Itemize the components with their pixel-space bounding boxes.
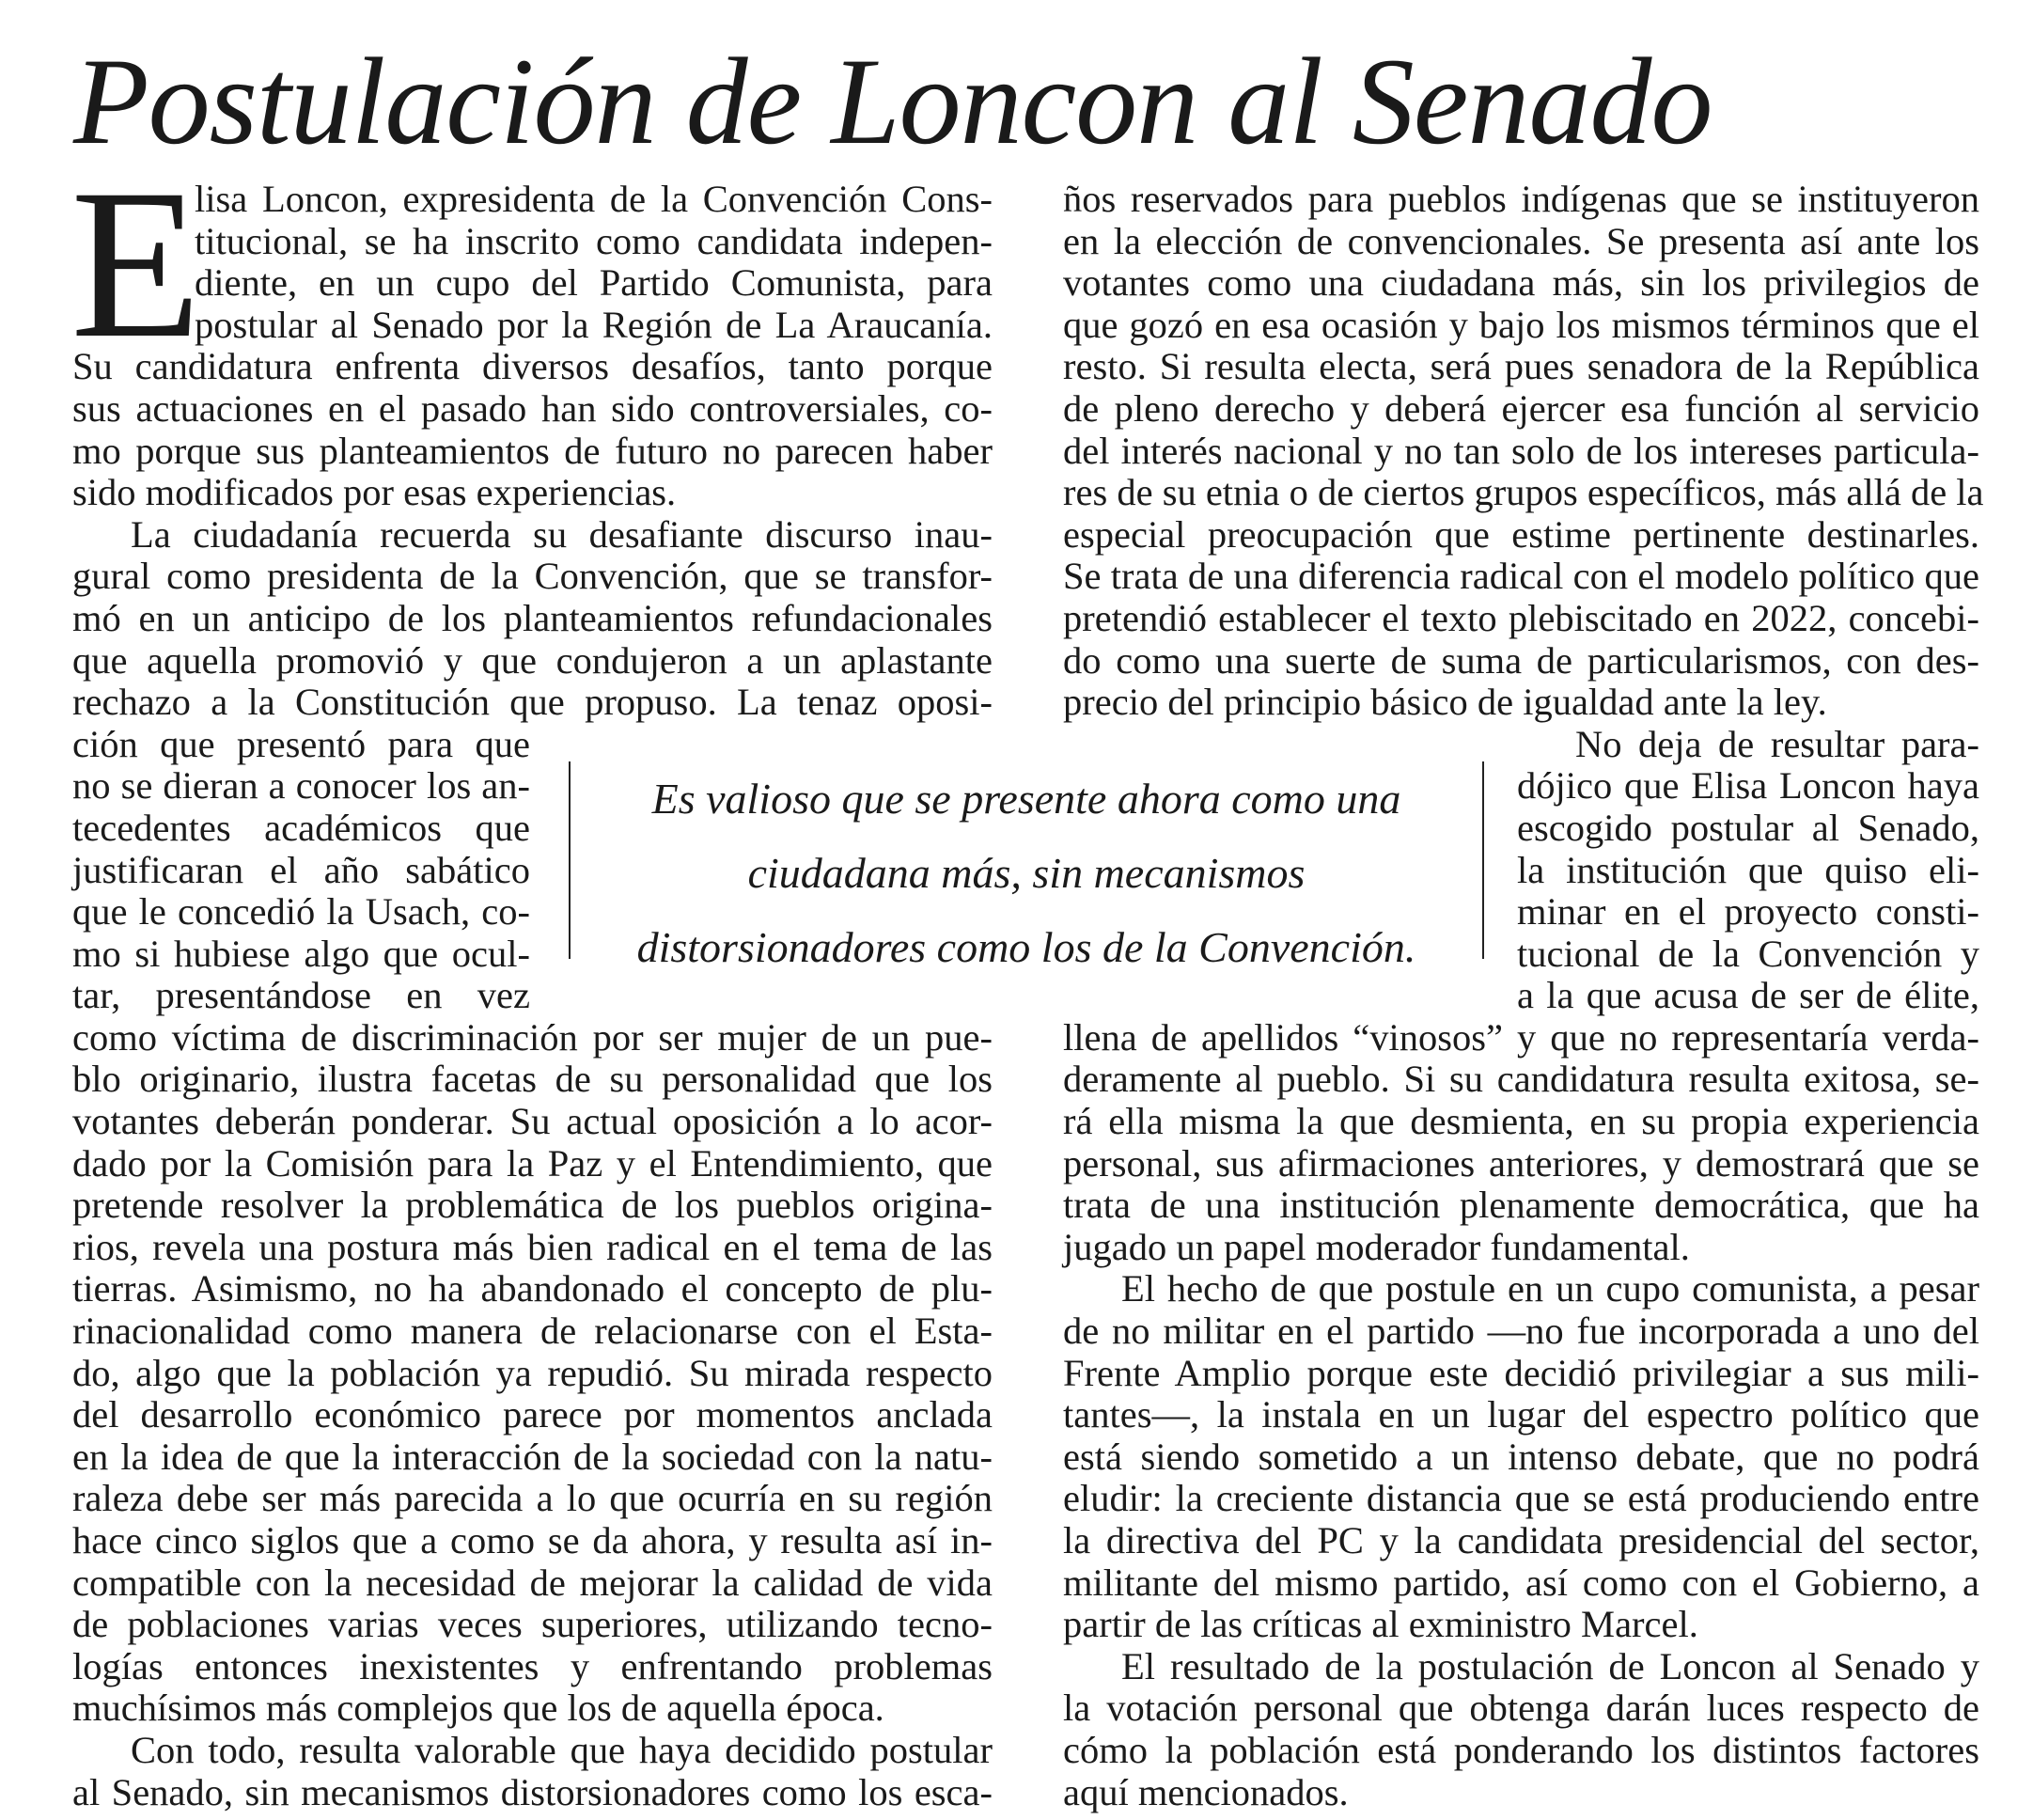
text-line: rechazo a la Constitución que propuso. La tenaz oposi- [72, 681, 993, 724]
text-line: personal, sus afirmaciones anteriores, y demostrará que se [1063, 1141, 1979, 1185]
text-line: sido modificados por esas experiencias. [72, 471, 677, 514]
drop-cap: E [70, 146, 202, 383]
text-line: Frente Amplio porque este decidió privilegiar a sus mili- [1063, 1351, 1979, 1394]
text-line: de no militar en el partido —no fue incorporada a uno del [1063, 1310, 1979, 1353]
text-line: No deja de resultar para- [1575, 722, 1979, 765]
text-line: del interés nacional y no tan solo de los intereses particula- [1063, 429, 1979, 472]
article-title: Postulación de Loncon al Senado [73, 32, 1712, 170]
text-line: dójico que Elisa Loncon haya [1517, 764, 1979, 808]
text-line: gural como presidenta de la Convención, que se transfor- [72, 555, 993, 598]
text-line: minar en el proyecto consti- [1517, 890, 1979, 934]
text-line: en la elección de convencionales. Se presenta así ante los [1063, 219, 1979, 262]
text-line: jugado un papel moderador fundamental. [1063, 1225, 1690, 1268]
text-line: del desarrollo económico parece por momentos anclada [72, 1393, 993, 1436]
text-line: mó en un anticipo de los planteamientos refundacionales [72, 596, 993, 639]
text-line: especial preocupación que estime pertinente destinarles. [1063, 512, 1979, 556]
text-line: partir de las críticas al exministro Marcel. [1063, 1603, 1698, 1646]
text-line: la votación personal que obtenga darán luces respecto de [1063, 1687, 1979, 1730]
text-line: que aquella promovió y que condujeron a un aplastante [72, 638, 993, 682]
text-line: raleza debe ser más parecida a lo que ocurría en su región [72, 1477, 993, 1520]
text-line: de pleno derecho y deberá ejercer esa función al servicio [1063, 386, 1979, 430]
text-line: lisa Loncon, expresidenta de la Convención Cons- [195, 178, 993, 220]
text-line: logías entonces inexistentes y enfrentando problemas [72, 1644, 993, 1687]
text-line: ción que presentó para que [72, 722, 530, 765]
text-line: votantes deberán ponderar. Su actual oposición a lo acor- [72, 1100, 993, 1143]
text-line: tucional de la Convención y [1517, 932, 1979, 975]
text-line: tar, presentándose en vez [72, 974, 530, 1017]
pull-quote [569, 761, 1484, 971]
text-line: res de su etnia o de ciertos grupos específicos, más allá de la [1063, 471, 1984, 514]
text-line: aquí mencionados. [1063, 1770, 1349, 1813]
text-line: resto. Si resulta electa, será pues senadora de la República [1063, 345, 1979, 388]
text-line: compatible con la necesidad de mejorar la calidad de vida [72, 1561, 993, 1604]
text-line: sus actuaciones en el pasado han sido controversiales, co- [72, 386, 993, 430]
text-line: como víctima de discriminación por ser mujer de un pue- [72, 1015, 993, 1059]
text-line: postular al Senado por la Región de La Araucanía. [195, 303, 993, 346]
text-line: la institución que quiso eli- [1517, 848, 1979, 891]
pull-quote-line: distorsionadores como los de la Convención. [636, 923, 1416, 971]
text-line: no se dieran a conocer los an- [72, 764, 530, 808]
text-line: trata de una institución plenamente democrática, que ha [1063, 1184, 1979, 1227]
pull-quote-line: Es valioso que se presente ahora como una [651, 775, 1401, 823]
right-column [1063, 178, 1984, 1813]
text-line: al Senado, sin mecanismos distorsionadores como los esca- [72, 1770, 993, 1813]
text-line: de poblaciones varias veces superiores, utilizando tecno- [72, 1603, 993, 1646]
text-line: pretende resolver la problemática de los pueblos origina- [72, 1184, 993, 1227]
text-line: rinacionalidad como manera de relacionarse con el Esta- [72, 1310, 993, 1353]
text-line: a la que acusa de ser de élite, [1517, 974, 1979, 1017]
text-line: do como una suerte de suma de particularismos, con des- [1063, 638, 1979, 682]
text-line: justificaran el año sabático [72, 848, 530, 891]
text-line: eludir: la creciente distancia que se está produciendo entre [1063, 1477, 1979, 1520]
text-line: ños reservados para pueblos indígenas que se instituyeron [1063, 178, 1979, 220]
text-line: militante del mismo partido, así como con el Gobierno, a [1063, 1561, 1979, 1604]
text-line: tantes—, la instala en un lugar del espectro político que [1063, 1393, 1979, 1436]
text-line: rios, revela una postura más bien radical en el tema de las [72, 1225, 993, 1268]
text-line: El hecho de que postule en un cupo comunista, a pesar [1121, 1267, 1979, 1310]
text-line: Con todo, resulta valorable que haya decidido postular [131, 1728, 993, 1771]
text-line: La ciudadanía recuerda su desafiante discurso inau- [131, 512, 993, 556]
text-line: muchísimos más complejos que los de aquella época. [72, 1687, 884, 1730]
text-line: diente, en un cupo del Partido Comunista, para [195, 261, 993, 305]
text-line: que le concedió la Usach, co- [72, 890, 530, 934]
text-line: rá ella misma la que desmienta, en su propia experiencia [1063, 1100, 1979, 1143]
text-line: do, algo que la población ya repudió. Su mirada respecto [72, 1351, 993, 1394]
text-line: en la idea de que la interacción de la sociedad con la natu- [72, 1435, 993, 1478]
text-line: hace cinco siglos que a como se da ahora, y resulta así in- [72, 1519, 993, 1561]
text-line: escogido postular al Senado, [1517, 806, 1979, 849]
pull-quote-line: ciudadana más, sin mecanismos [747, 849, 1306, 897]
text-line: está siendo sometido a un intenso debate, que no podrá [1063, 1435, 1979, 1478]
text-line: pretendió establecer el texto plebiscitado en 2022, concebi- [1063, 596, 1979, 639]
text-line: deramente al pueblo. Si su candidatura resulta exitosa, se- [1063, 1058, 1979, 1101]
text-line: mo porque sus planteamientos de futuro no parecen haber [72, 429, 993, 472]
text-line: tecedentes académicos que [72, 806, 530, 849]
text-line: que gozó en esa ocasión y bajo los mismos términos que el [1063, 303, 1979, 346]
left-column [70, 146, 993, 1813]
text-line: cómo la población está ponderando los distintos factores [1063, 1728, 1979, 1771]
text-line: Se trata de una diferencia radical con el modelo político que [1063, 555, 1979, 598]
text-line: mo si hubiese algo que ocul- [72, 932, 530, 975]
text-line: Su candidatura enfrenta diversos desafíos, tanto porque [72, 345, 993, 388]
text-line: precio del principio básico de igualdad ante la ley. [1063, 681, 1827, 724]
text-line: El resultado de la postulación de Loncon al Senado y [1121, 1644, 1979, 1687]
text-line: la directiva del PC y la candidata presidencial del sector, [1063, 1519, 1979, 1561]
text-line: tierras. Asimismo, no ha abandonado el concepto de plu- [72, 1267, 993, 1310]
text-line: votantes como una ciudadana más, sin los privilegios de [1063, 261, 1979, 305]
text-line: llena de apellidos “vinosos” y que no representaría verda- [1063, 1015, 1979, 1059]
text-line: titucional, se ha inscrito como candidata indepen- [195, 219, 993, 262]
text-line: blo originario, ilustra facetas de su personalidad que los [72, 1058, 993, 1101]
text-line: dado por la Comisión para la Paz y el Entendimiento, que [72, 1141, 993, 1185]
